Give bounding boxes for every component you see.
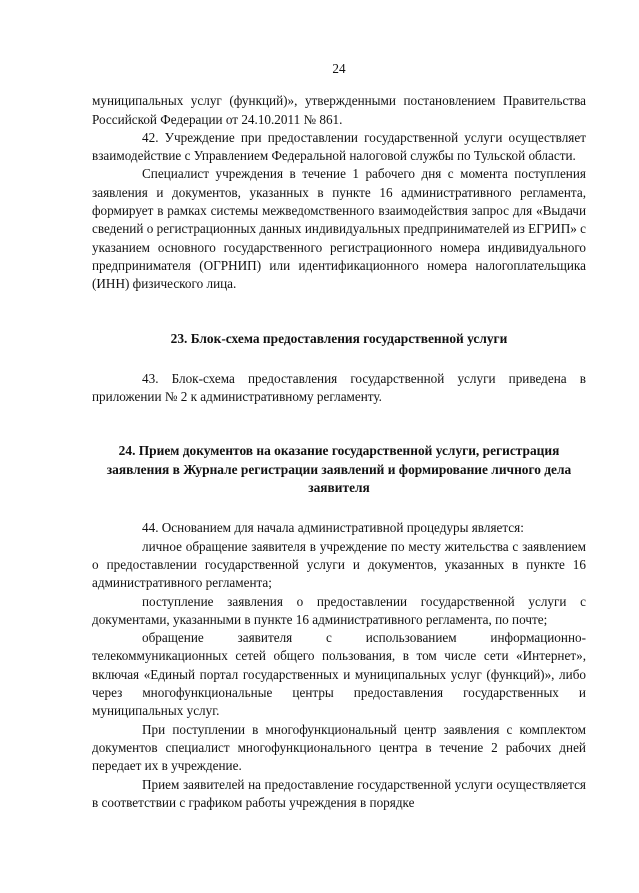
section-heading-24: 24. Прием документов на оказание государственной услуги, регистрация заявления в Журнале регистрации заявлений и формирование личного дела заявителя [106,443,572,496]
page-number: 24 [332,61,346,76]
section-heading-23: 23. Блок-схема предоставления государственной услуги [170,330,508,346]
paragraph-reception-schedule: Прием заявителей на предоставление государственной услуги осуществляется в соответствии с графиком работы учреждения в порядке [92,776,586,810]
paragraph-specialist: Специалист учреждения в течение 1 рабочего дня с момента поступления заявления и документов, указанных в пункте 16 административного регламента, формирует в рамках системы межведомственного взаимодействия запрос для «Выдачи сведений о регистрационных данных индивидуальных предпринимателей из ЕГРИП» с указанием основного государственного регистрационного номера индивидуального предпринимателя (ОГРНИП) или идентификационного номера налогоплательщика (ИНН) физического лица. [92,166,586,292]
paragraph-43: 43. Блок-схема предоставления государственной услуги приведена в приложении № 2 к административному регламенту. [92,370,586,405]
paragraph-44: 44. Основанием для начала административной процедуры является: [142,520,524,536]
document-page [92,60,586,812]
paragraph-continuation: муниципальных услуг (функций)», утвержденными постановлением Правительства Российской Федерации от 24.10.2011 № 861. [92,93,586,127]
paragraph-mfc-transfer: При поступлении в многофункциональный центр заявления с комплектом документов специалист многофункционального центра в течение 2 рабочих дней передает их в учреждение. [92,721,586,774]
paragraph-42: 42. Учреждение при предоставлении государственной услуги осуществляет взаимодействие с Управлением Федеральной налоговой службы по Тульской области. [92,129,586,164]
paragraph-online-appeal: обращение заявителя с использованием информационно-телекоммуникационных сетей общего пользования, в том числе сети «Интернет», включая «Единый портал государственных и муниципальных услуг (функций)», либо через многофункциональные центры предоставления государственных и муниципальных услуг. [92,630,586,719]
paragraph-postal-submission: поступление заявления о предоставлении государственной услуги с документами, указанными в пункте 16 административного регламента, по почте; [92,593,586,627]
paragraph-personal-appeal: личное обращение заявителя в учреждение по месту жительства с заявлением о предоставлении государственной услуги и документов, указанных в пункте 16 административного регламента; [92,538,586,591]
